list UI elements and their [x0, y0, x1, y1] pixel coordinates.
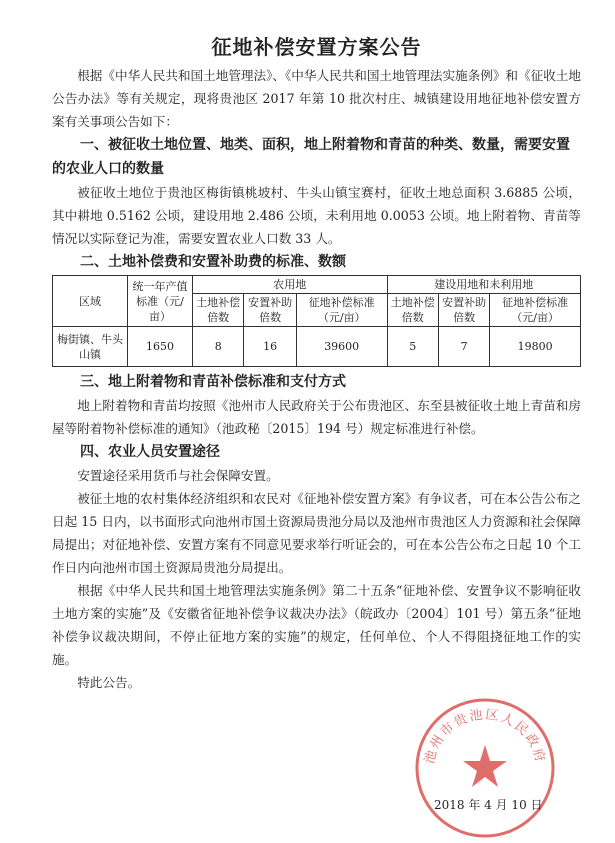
- header-region: 区域: [53, 276, 128, 327]
- objection-paragraph: 被征土地的农村集体经济组织和农民对《征地补偿安置方案》有争议者，可在本公告公布之日起 15 日内，以书面形式向池州市国土资源局贵池分局以及池州市贵池区人力资源和社会保障局提出；对征地补偿、安置方案有不同意见要求举行听证会的，可在本公告公布之日起 10 个工作日内向池州市国土资源局贵池分局提出。: [52, 491, 581, 575]
- header-construction: 建设用地和未利用地: [387, 276, 580, 294]
- cell-farm-resettle-multiple: 16: [244, 327, 296, 367]
- header-farmland: 农用地: [193, 276, 388, 294]
- section-4-heading: 四、农业人员安置途径: [80, 444, 220, 460]
- seal-text: 池州市贵池区人民政府: [422, 707, 548, 766]
- cell-build-standard: 19800: [490, 327, 581, 367]
- table-header-row: [53, 276, 581, 294]
- cell-farm-standard: 39600: [296, 327, 387, 367]
- sub-build-land-multiple: 土地补偿倍数: [387, 294, 438, 327]
- cell-output: 1650: [128, 327, 193, 367]
- header-output: 统一年产值标准（元/亩）: [128, 276, 193, 327]
- compensation-table: [52, 275, 581, 367]
- sub-farm-resettle-multiple: 安置补助倍数: [244, 294, 296, 327]
- cell-farm-land-multiple: 8: [193, 327, 244, 367]
- sub-farm-standard: 征地补偿标准（元/亩）: [296, 294, 387, 327]
- section-2-heading: 二、土地补偿费和安置补助费的标准、数额: [80, 254, 346, 270]
- sub-build-standard: 征地补偿标准（元/亩）: [490, 294, 581, 327]
- closing-line: 特此公告。: [77, 675, 141, 690]
- issue-date: 2018 年 4 月 10 日: [434, 798, 543, 812]
- section-3-heading: 三、地上附着物和青苗补偿标准和支付方式: [80, 374, 346, 390]
- section-4-text: 安置途径采用货币与社会保障安置。: [77, 468, 279, 483]
- sub-farm-land-multiple: 土地补偿倍数: [193, 294, 244, 327]
- cell-build-resettle-multiple: 7: [438, 327, 489, 367]
- star-icon: [463, 745, 507, 787]
- intro-paragraph: 根据《中华人民共和国土地管理法》、《中华人民共和国土地管理法实施条例》和《征收土地公告办法》等有关规定，现将贵池区 2017 年第 10 批次村庄、城镇建设用地征地补偿安置方案有关事项公告如下：: [52, 68, 581, 129]
- section-1-text: 被征收土地位于贵池区梅街镇桃坡村、牛头山镇宝赛村，征收土地总面积 3.6885 公顷，其中耕地 0.5162 公顷，建设用地 2.486 公顷，未利用地 0.0053 公顷。地上附着物、青苗等情况以实际登记为准，需要安置农业人口数 33 人。: [52, 185, 581, 246]
- cell-build-land-multiple: 5: [387, 327, 438, 367]
- page-title: 征地补偿安置方案公告: [211, 35, 422, 59]
- cell-region: 梅街镇、牛头山镇: [53, 327, 128, 367]
- law-paragraph: 根据《中华人民共和国土地管理法实施条例》第二十五条“征地补偿、安置争议不影响征收土地方案的实施”及《安徽省征地补偿争议裁决办法》（皖政办〔2004〕101 号）第五条“征地补偿争议裁决期间，不停止征地方案的实施”的规定，任何单位、个人不得阻挠征地工作的实施。: [52, 583, 581, 667]
- table-row: [53, 327, 581, 367]
- section-1-heading: 一、被征收土地位置、地类、面积，地上附着物和青苗的种类、数量，需要安置的农业人口的数量: [52, 137, 570, 177]
- official-seal: [410, 693, 560, 843]
- sub-build-resettle-multiple: 安置补助倍数: [438, 294, 489, 327]
- section-3-text: 地上附着物和青苗均按照《池州市人民政府关于公布贵池区、东至县被征收土地上青苗和房屋等附着物补偿标准的通知》（池政秘〔2015〕194 号）规定标准进行补偿。: [52, 398, 581, 436]
